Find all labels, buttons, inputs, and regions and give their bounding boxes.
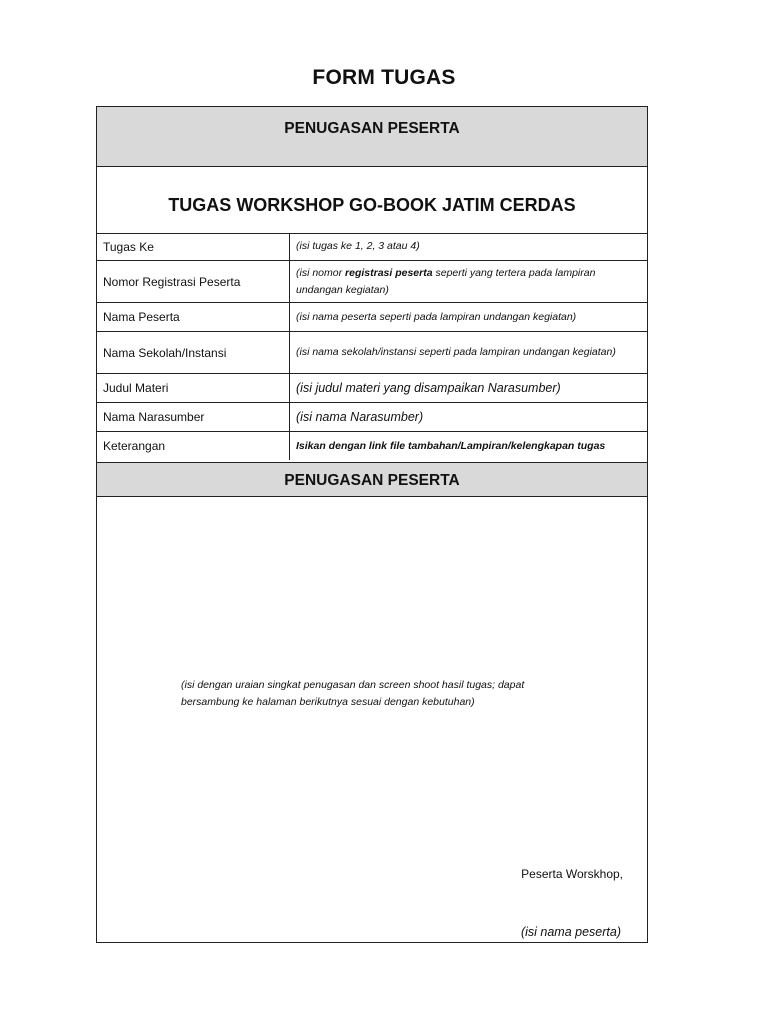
field-label-nama-narasumber: Nama Narasumber xyxy=(97,403,290,432)
field-label-tugas-ke: Tugas Ke xyxy=(97,233,290,261)
table-row xyxy=(97,374,647,403)
field-label-nama-sekolah: Nama Sekolah/Instansi xyxy=(97,332,290,374)
table-row xyxy=(97,303,647,332)
field-value-keterangan: Isikan dengan link file tambahan/Lampiran/kelengkapan tugas xyxy=(290,432,648,461)
table-row xyxy=(97,233,647,261)
signature-name: (isi nama peserta) xyxy=(520,925,621,939)
section-header-bottom: PENUGASAN PESERTA xyxy=(97,462,647,497)
form-title: FORM TUGAS xyxy=(312,66,456,89)
table-row xyxy=(97,261,647,303)
field-value-nama-narasumber: (isi nama Narasumber) xyxy=(290,403,648,432)
field-label-keterangan: Keterangan xyxy=(97,432,290,461)
task-description: (isi dengan uraian singkat penugasan dan screen shoot hasil tugas; dapat bersambung ke halaman berikutnya sesuai dengan kebutuhan) xyxy=(181,679,525,708)
table-row xyxy=(97,403,647,432)
field-value-tugas-ke: (isi tugas ke 1, 2, 3 atau 4) xyxy=(296,240,420,252)
form-frame xyxy=(96,106,648,943)
field-value-nama-sekolah: (isi nama sekolah/instansi seperti pada lampiran undangan kegiatan) xyxy=(290,332,648,374)
form-subtitle: TUGAS WORKSHOP GO-BOOK JATIM CERDAS xyxy=(97,167,647,234)
value-bold-text: registrasi peserta xyxy=(345,266,433,279)
table-row xyxy=(97,332,647,374)
table-row xyxy=(97,432,647,461)
field-label-judul-materi: Judul Materi xyxy=(97,374,290,403)
value-text: (isi nomor xyxy=(296,266,346,279)
field-table xyxy=(97,233,647,460)
signature-label: Peserta Worskhop, xyxy=(521,867,623,881)
field-value-judul-materi: (isi judul materi yang disampaikan Narasumber) xyxy=(290,374,648,403)
field-value-nomor-registrasi xyxy=(290,261,648,303)
value-text: seperti yang tertera pada lampiran undangan kegiatan) xyxy=(296,266,596,296)
field-label-nomor-registrasi: Nomor Registrasi Peserta xyxy=(97,261,290,303)
field-value-nama-peserta: (isi nama peserta seperti pada lampiran undangan kegiatan) xyxy=(290,303,648,332)
field-label-nama-peserta: Nama Peserta xyxy=(97,303,290,332)
section-header-top: PENUGASAN PESERTA xyxy=(97,107,647,167)
